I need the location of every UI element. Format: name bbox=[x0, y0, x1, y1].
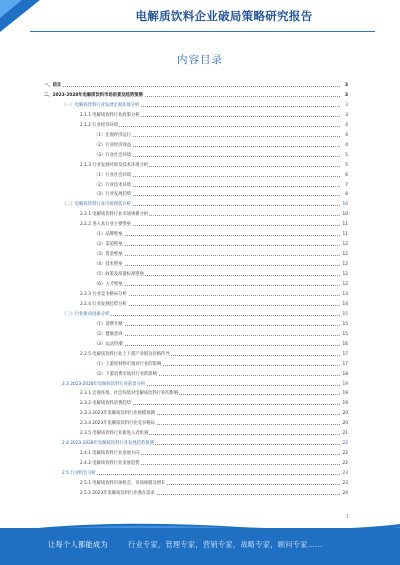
toc-entry-page: 16 bbox=[340, 341, 348, 349]
toc-entry[interactable] bbox=[0, 390, 400, 398]
toc-entry-label: 一、前言 bbox=[44, 83, 62, 88]
toc-entry-label: 2.2.4 行业发展趋势分析 bbox=[80, 301, 127, 307]
toc-entry-page: 5 bbox=[340, 162, 348, 170]
toc-entry-page: 23 bbox=[340, 470, 348, 478]
toc-entry[interactable] bbox=[0, 430, 400, 438]
toc-entry-label: （2）行业经济效益 bbox=[94, 142, 132, 148]
toc-entry-page: 3 bbox=[340, 82, 348, 90]
toc-entry-label: （1）宏观经济运行 bbox=[94, 132, 132, 138]
toc-entry[interactable] bbox=[0, 172, 400, 180]
toc-entry[interactable] bbox=[0, 182, 400, 190]
toc-entry-page: 15 bbox=[340, 311, 348, 319]
toc-entry[interactable] bbox=[0, 460, 400, 468]
toc-entry[interactable] bbox=[0, 371, 400, 379]
toc-entry[interactable] bbox=[0, 400, 400, 408]
toc-entry-label: 2.3.1 宏观环境、社会环境对电解质饮料行业的影响 bbox=[80, 391, 179, 397]
document-title: 电解质饮料企业破局策略研究报告 bbox=[135, 9, 313, 23]
toc-entry-page: 22 bbox=[340, 450, 348, 458]
toc-entry-label: （二）电解质饮料行业市场现状分析 bbox=[62, 202, 131, 208]
toc-entry[interactable] bbox=[0, 251, 400, 259]
toc-entry-page: 10 bbox=[340, 201, 348, 209]
toc-entry-page: 3 bbox=[340, 112, 348, 120]
toc-leader-dots bbox=[94, 235, 340, 236]
toc-heading: 内容目录 bbox=[177, 54, 223, 66]
toc-entry-page: 14 bbox=[340, 301, 348, 309]
toc-entry[interactable] bbox=[0, 410, 400, 418]
toc-entry-page: 15 bbox=[340, 331, 348, 339]
toc-entry-label: （1）行业社会环境 bbox=[94, 172, 132, 178]
toc-entry-label: 2.3.3 2023年电解质饮料行业规模预测 bbox=[80, 411, 155, 417]
toc-entry-label: 2.2.5 电解质饮料行业上下游产业链及价格传导 bbox=[80, 351, 170, 357]
footer-banner bbox=[0, 528, 400, 565]
toc-entry[interactable] bbox=[0, 162, 400, 170]
toc-entry[interactable] bbox=[0, 281, 400, 289]
footer-slogan: 让每个人都能成为 bbox=[48, 540, 108, 549]
toc-leader-dots bbox=[44, 86, 340, 87]
toc-entry[interactable] bbox=[0, 142, 400, 150]
toc-entry-label: （2）健康意识 bbox=[94, 331, 123, 337]
toc-leader-dots bbox=[94, 335, 340, 336]
toc-entry[interactable] bbox=[0, 261, 400, 269]
toc-entry-label: （1）上游原材料市场对行业的影响 bbox=[94, 361, 162, 367]
toc-entry-page: 5 bbox=[340, 152, 348, 160]
toc-entry-label: （2）下游消费市场对行业的影响 bbox=[94, 371, 157, 377]
toc-entry-label: （3）资金壁垒 bbox=[94, 252, 123, 258]
toc-entry-page: 4 bbox=[340, 142, 348, 150]
toc-entry-label: 2.2.1 电解质饮料行业市场规模分析 bbox=[80, 212, 149, 218]
toc-entry-label: （一）电解质饮料行业发展宏观环境分析 bbox=[62, 102, 140, 108]
toc-entry-page: 12 bbox=[340, 261, 348, 269]
toc-entry-page: 19 bbox=[340, 390, 348, 398]
toc-entry-label: （2）渠道壁垒 bbox=[94, 242, 123, 248]
toc-entry-page: 17 bbox=[340, 351, 348, 359]
toc-entry[interactable] bbox=[0, 201, 400, 209]
toc-entry[interactable] bbox=[0, 301, 400, 309]
toc-entry-page: 3 bbox=[340, 102, 348, 110]
toc-entry[interactable] bbox=[0, 82, 400, 90]
toc-entry-label: （1）消费升级 bbox=[94, 321, 123, 327]
toc-entry-page: 22 bbox=[340, 460, 348, 468]
toc-entry-label: 2.1.1 电解质饮料行业政策分析 bbox=[80, 112, 140, 118]
toc-entry-label: 2.3.4 2023年电解质饮料行业竞争格局 bbox=[80, 421, 155, 427]
header-rule bbox=[30, 31, 375, 32]
toc-entry[interactable] bbox=[0, 361, 400, 369]
toc-entry-label: 2.5.2 2023年电解质饮料行业潜在需求 bbox=[80, 490, 155, 496]
toc-leader-dots bbox=[94, 255, 340, 256]
toc-entry-page: 24 bbox=[340, 490, 348, 498]
toc-entry-page: 12 bbox=[340, 271, 348, 279]
toc-entry[interactable] bbox=[0, 311, 400, 319]
toc-entry-page: 11 bbox=[340, 221, 348, 229]
corner-decoration-light bbox=[0, 0, 22, 18]
toc-entry[interactable] bbox=[0, 420, 400, 428]
toc-entry[interactable] bbox=[0, 331, 400, 339]
toc-entry-label: （3）行业发展趋势 bbox=[94, 192, 132, 198]
toc-entry[interactable] bbox=[0, 132, 400, 140]
toc-entry-page: 4 bbox=[340, 132, 348, 140]
toc-entry-label: （5）政策及质量标准壁垒 bbox=[94, 272, 144, 278]
toc-entry-page: 20 bbox=[340, 410, 348, 418]
toc-entry[interactable] bbox=[0, 211, 400, 219]
toc-entry[interactable] bbox=[0, 440, 400, 448]
toc-entry[interactable] bbox=[0, 102, 400, 110]
toc-leader-dots bbox=[94, 345, 340, 346]
toc-entry[interactable] bbox=[0, 450, 400, 458]
toc-entry-label: （4）技术壁垒 bbox=[94, 262, 123, 268]
toc-entry-page: 12 bbox=[340, 241, 348, 249]
toc-entry-label: 2.4.2 电解质饮料行业发展趋势 bbox=[80, 461, 140, 467]
toc-entry[interactable] bbox=[0, 470, 400, 478]
toc-entry-page: 21 bbox=[340, 430, 348, 438]
toc-entry-page: 8 bbox=[340, 191, 348, 199]
header-bar bbox=[0, 0, 400, 32]
toc-entry[interactable] bbox=[0, 490, 400, 498]
toc-entry[interactable] bbox=[0, 241, 400, 249]
toc-entry-label: 2.4.1 电解质饮料行业发展方向 bbox=[80, 451, 140, 457]
toc-entry-label: （3）行业社会环境 bbox=[94, 152, 132, 158]
toc-entry-page: 12 bbox=[340, 281, 348, 289]
toc-entry-label: 二、2023-2028年电解质饮料市场前景及趋势预测 bbox=[44, 92, 143, 98]
toc-entry-label: 2.4 2023-2028年电解质饮料行业发展趋势预测 bbox=[62, 441, 154, 447]
toc-entry[interactable] bbox=[0, 480, 400, 488]
toc-entry-page: 22 bbox=[340, 440, 348, 448]
toc-entry-label: 2.1.2 行业经济环境 bbox=[80, 122, 119, 128]
toc-entry[interactable] bbox=[0, 291, 400, 299]
toc-entry-label: （三）行业驱动因素分析 bbox=[62, 311, 110, 317]
toc-entry[interactable] bbox=[0, 152, 400, 160]
toc-leader-dots bbox=[62, 474, 340, 475]
toc-entry-page: 6 bbox=[340, 172, 348, 180]
toc-entry[interactable] bbox=[0, 381, 400, 389]
toc-leader-dots bbox=[94, 265, 340, 266]
toc-entry-label: 2.5.1 电解质饮料市场机会、市场规模及增长 bbox=[80, 481, 166, 486]
toc-entry-page: 11 bbox=[340, 231, 348, 239]
toc-entry-page: 10 bbox=[340, 211, 348, 219]
toc-entry-page: 20 bbox=[340, 420, 348, 428]
toc-entry-page: 4 bbox=[340, 122, 348, 130]
toc-entry-page: 7 bbox=[340, 182, 348, 190]
toc-entry[interactable] bbox=[0, 112, 400, 120]
toc-entry-label: （6）人才壁垒 bbox=[94, 282, 123, 287]
toc-entry[interactable] bbox=[0, 351, 400, 359]
toc-entry-page: 13 bbox=[340, 291, 348, 299]
toc-entry-page: 18 bbox=[340, 371, 348, 379]
toc-entry-page: 3 bbox=[340, 92, 348, 100]
toc-entry[interactable] bbox=[0, 341, 400, 349]
toc-entry-label: 2.2.3 行业竞争格局分析 bbox=[80, 291, 127, 297]
toc-entry-label: 2.5 行业机会分析 bbox=[62, 471, 96, 477]
toc-entry-page: 23 bbox=[340, 480, 348, 488]
toc-entry-label: （3）运动热潮 bbox=[94, 341, 123, 347]
toc-entry[interactable] bbox=[0, 92, 400, 100]
toc-entry[interactable] bbox=[0, 321, 400, 329]
page-number: 1 bbox=[346, 514, 349, 519]
toc-entry-page: 12 bbox=[340, 251, 348, 259]
toc-entry-label: 2.3 2023-2028年电解质饮料行业前景分析 bbox=[62, 381, 146, 387]
toc-entry[interactable] bbox=[0, 231, 400, 239]
toc-entry-label: 2.1.3 行业发展环境及技术环境分析 bbox=[80, 162, 149, 168]
toc-entry[interactable] bbox=[0, 191, 400, 199]
toc-entry-page: 17 bbox=[340, 361, 348, 369]
toc-entry[interactable] bbox=[0, 221, 400, 229]
toc-entry-label: （2）行业技术环境 bbox=[94, 182, 132, 188]
toc-entry-page: 15 bbox=[340, 321, 348, 329]
footer-tags: 行业专家，管理专家，营销专家，战略专家，顾问专家…… bbox=[128, 540, 323, 549]
toc-leader-dots bbox=[94, 245, 340, 246]
toc-entry-page: 19 bbox=[340, 400, 348, 408]
toc-entry-page: 19 bbox=[340, 381, 348, 389]
toc-leader-dots bbox=[94, 285, 340, 286]
toc-entry[interactable] bbox=[0, 271, 400, 279]
toc-entry[interactable] bbox=[0, 122, 400, 130]
toc-leader-dots bbox=[94, 325, 340, 326]
toc-entry-label: 2.2.2 进入本行业主要壁垒 bbox=[80, 222, 131, 228]
toc-entry-label: （1）品牌壁垒 bbox=[94, 232, 123, 238]
toc-entry-label: 2.3.2 电解质饮料消费趋势 bbox=[80, 401, 131, 407]
toc-entry-label: 2.3.5 电解质饮料行业新进入者机遇 bbox=[80, 431, 149, 437]
